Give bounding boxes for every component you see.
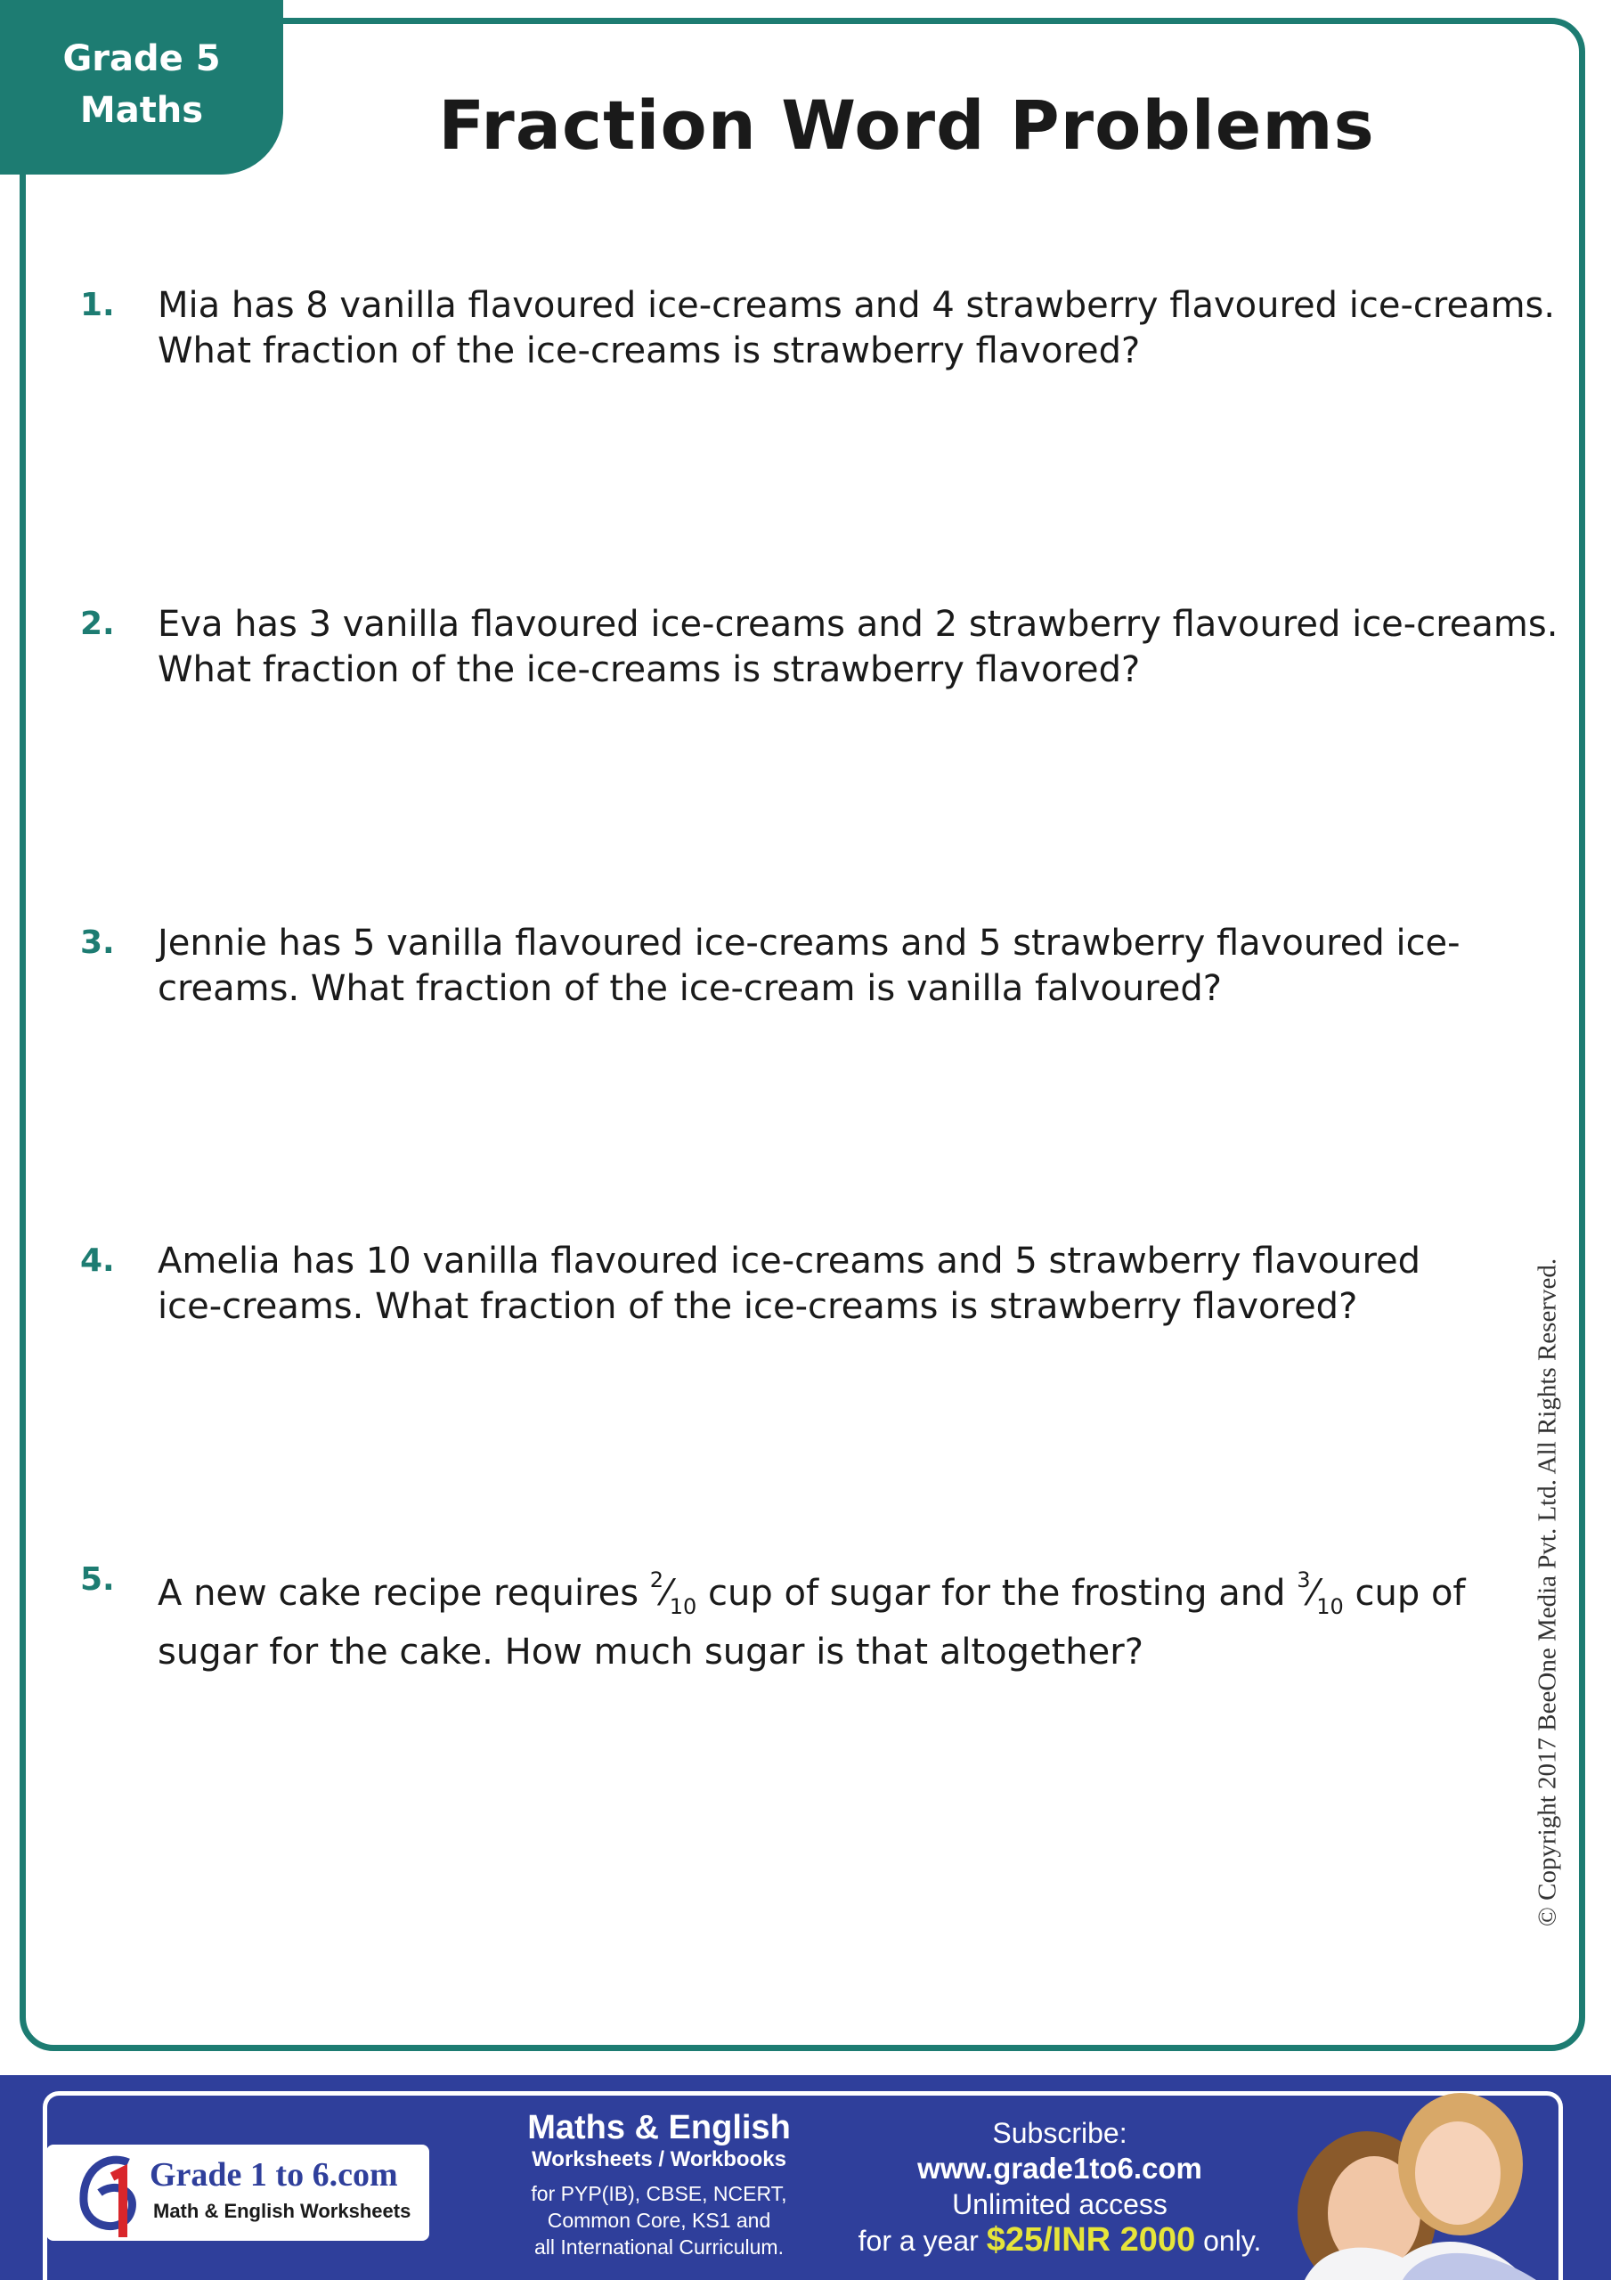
mother-daughter-photo: [1269, 2080, 1563, 2280]
fraction-three-tenths: $^3⁄_{10}$: [1297, 1567, 1344, 1619]
subscribe-info: [837, 2115, 1282, 2259]
logo-six-one-icon: [73, 2150, 153, 2239]
curriculum-line: Common Core, KS1 and: [547, 2209, 771, 2232]
question-text: [158, 283, 1611, 374]
fraction-numerator: 2: [649, 1567, 664, 1592]
question-line: ice-creams. What fraction of the ice-creams is strawberry flavored?: [158, 1286, 1358, 1327]
fraction-denominator: 10: [669, 1594, 697, 1619]
curriculum-list: [499, 2180, 819, 2260]
page-title: Fraction Word Problems: [438, 85, 1375, 165]
question-line: [158, 1558, 1611, 1630]
subscribe-link[interactable]: www.grade1to6.com: [917, 2152, 1202, 2185]
question-text: [158, 1239, 1611, 1330]
price-value: $25/INR 2000: [986, 2221, 1196, 2259]
question-text: [158, 602, 1611, 693]
subscribe-label: Subscribe:: [992, 2117, 1127, 2149]
price-line: [837, 2222, 1282, 2259]
question-segment: cup of: [1343, 1573, 1466, 1614]
question-line: What fraction of the ice-creams is strawberry flavored?: [158, 330, 1141, 371]
question-line: Jennie has 5 vanilla flavoured ice-creams and 5 strawberry flavoured ice-: [158, 923, 1460, 964]
fraction-numerator: 3: [1297, 1567, 1311, 1592]
question-segment: A new cake recipe requires: [158, 1573, 650, 1614]
question-text: [158, 1558, 1611, 1675]
question-number: 5.: [80, 1561, 115, 1598]
price-prefix: for a year: [858, 2225, 987, 2257]
product-info: [499, 2109, 819, 2260]
copyright-text: © Copyright 2017 BeeOne Media Pvt. Ltd. All Rights Reserved.: [1533, 1258, 1562, 1927]
product-subtitle: Worksheets / Workbooks: [532, 2147, 786, 2171]
product-title: Maths & English: [527, 2109, 791, 2146]
question-line: creams. What fraction of the ice-cream is vanilla falvoured?: [158, 968, 1222, 1009]
question-number: 3.: [80, 924, 115, 961]
question-segment: cup of sugar for the frosting and: [696, 1573, 1298, 1614]
question-line: What fraction of the ice-creams is strawberry flavored?: [158, 649, 1141, 690]
fraction-denominator: 10: [1316, 1594, 1344, 1619]
question-text: [158, 921, 1611, 1012]
question-line: Mia has 8 vanilla flavoured ice-creams and 4 strawberry flavoured ice-creams.: [158, 285, 1556, 326]
question-line: Eva has 3 vanilla flavoured ice-creams and 2 strawberry flavoured ice-creams.: [158, 604, 1558, 645]
question-line: sugar for the cake. How much sugar is that altogether?: [158, 1632, 1143, 1673]
subject-label: Maths: [79, 90, 204, 131]
price-suffix: only.: [1195, 2225, 1262, 2257]
curriculum-line: for PYP(IB), CBSE, NCERT,: [531, 2182, 787, 2205]
grade-badge: [0, 0, 283, 175]
question-number: 2.: [80, 606, 115, 642]
curriculum-line: all International Curriculum.: [534, 2235, 784, 2259]
question-line: Amelia has 10 vanilla flavoured ice-creams and 5 strawberry flavoured: [158, 1241, 1421, 1282]
question-number: 4.: [80, 1242, 115, 1279]
access-label: Unlimited access: [952, 2188, 1168, 2220]
grade-label: Grade 5: [62, 38, 221, 79]
logo-name: Grade 1 to 6.com: [150, 2156, 398, 2194]
logo-tagline: Math & English Worksheets: [153, 2200, 411, 2222]
fraction-two-tenths: $^2⁄_{10}$: [649, 1567, 697, 1619]
site-logo[interactable]: [46, 2145, 429, 2241]
question-number: 1.: [80, 287, 115, 323]
